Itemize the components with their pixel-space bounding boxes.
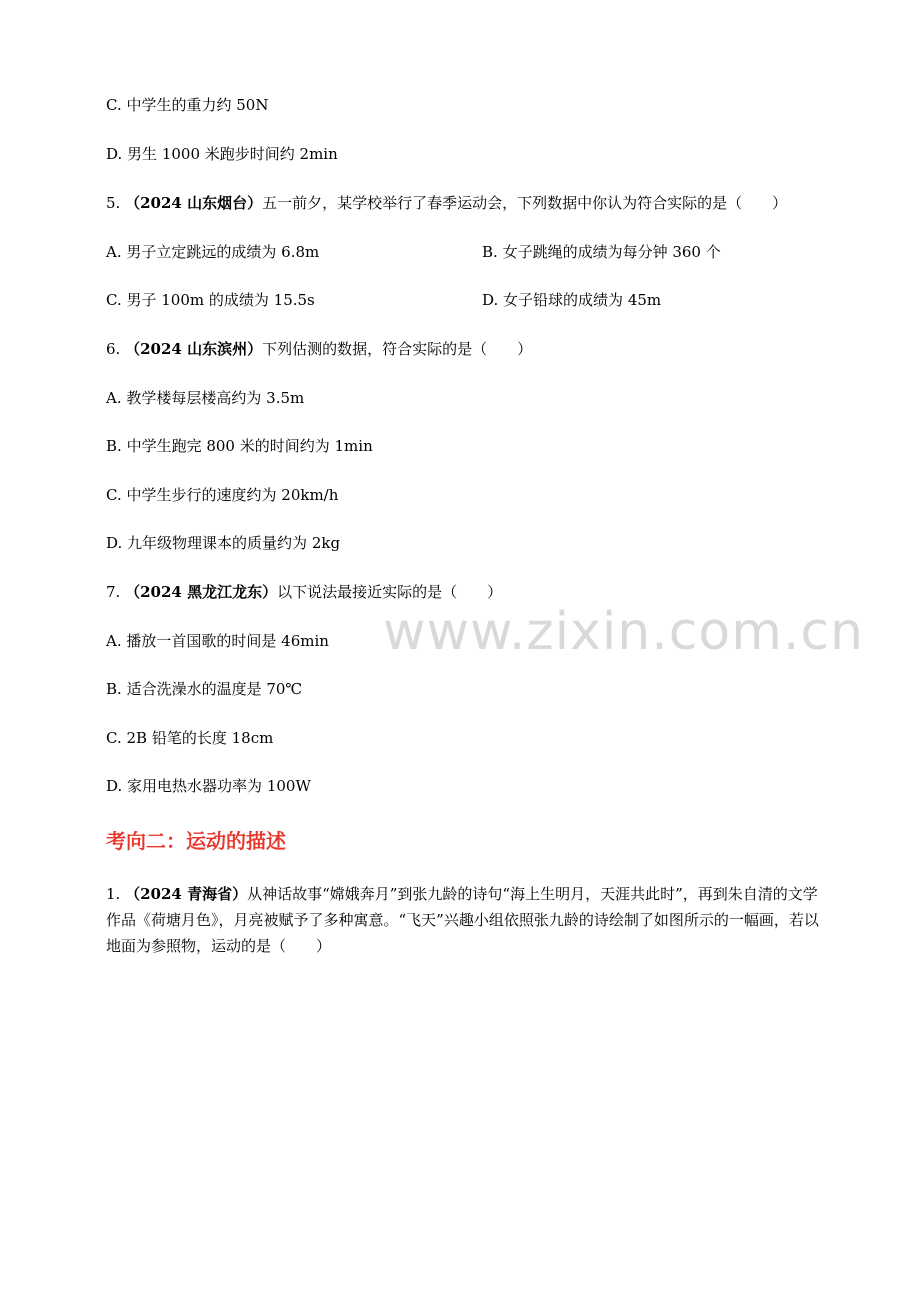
option-letter: A.	[106, 243, 122, 261]
question-number: 6.	[106, 340, 121, 358]
option-text: 男子立定跳远的成绩为 6.8m	[126, 243, 320, 261]
option-text: 教学楼每层楼高约为 3.5m	[126, 389, 305, 407]
option-letter: B.	[482, 243, 498, 261]
question-number: 7.	[106, 583, 121, 601]
question-source: （2024 黑龙江龙东）	[125, 583, 278, 601]
option-text: 适合洗澡水的温度是 70℃	[126, 680, 303, 698]
q7-option-d	[106, 776, 311, 796]
q6-option-c	[106, 485, 338, 505]
q6-option-d	[106, 533, 340, 553]
question-number: 5.	[106, 194, 121, 212]
question-stem: 五一前夕，某学校举行了春季运动会，下列数据中你认为符合实际的是（ ）	[262, 194, 788, 212]
q5-option-c	[106, 290, 315, 310]
option-text: 2B 铅笔的长度 18cm	[126, 729, 274, 747]
question-5	[106, 193, 787, 213]
option-text: 播放一首国歌的时间是 46min	[126, 632, 329, 650]
question-stem: 以下说法最接近实际的是（ ）	[277, 583, 503, 601]
option-letter: B.	[106, 437, 122, 455]
section-title: 考向二：运动的描述	[106, 829, 286, 853]
option-text: 中学生步行的速度约为 20km/h	[126, 486, 339, 504]
question-7	[106, 582, 502, 602]
option-letter: D.	[106, 777, 123, 795]
q6-option-a	[106, 388, 304, 408]
option-text: 家用电热水器功率为 100W	[127, 777, 311, 795]
option-letter: A.	[106, 632, 122, 650]
question-number: 1.	[106, 885, 121, 903]
option-letter: A.	[106, 389, 122, 407]
q7-option-c	[106, 728, 273, 748]
option-letter: C.	[106, 96, 122, 114]
section2-question-1	[106, 881, 822, 959]
option-letter: C.	[106, 486, 122, 504]
q5-option-a	[106, 242, 319, 262]
option-text: 中学生的重力约 50N	[126, 96, 269, 114]
question-source: （2024 青海省）	[125, 885, 248, 903]
q7-option-a	[106, 631, 329, 651]
question-source: （2024 山东烟台）	[125, 194, 263, 212]
option-text: 女子跳绳的成绩为每分钟 360 个	[502, 243, 721, 261]
option-letter: D.	[106, 145, 123, 163]
option-letter: C.	[106, 291, 122, 309]
option-text: 中学生跑完 800 米的时间约为 1min	[126, 437, 373, 455]
q4-option-d	[106, 144, 338, 164]
option-letter: D.	[106, 534, 123, 552]
question-stem: 从神话故事“嫦娥奔月”到张九龄的诗句“海上生明月，天涯共此时”，再到朱自清的文学作品《荷塘月色》，月亮被赋予了多种寓意。“飞天”兴趣小组依照张九龄的诗绘制了如图所示的一幅画，若以地面为参照物，运动的是（ ）	[106, 885, 819, 955]
q5-option-d	[482, 290, 661, 310]
q7-option-b	[106, 679, 302, 699]
option-letter: B.	[106, 680, 122, 698]
option-text: 女子铅球的成绩为 45m	[503, 291, 662, 309]
q6-option-b	[106, 436, 373, 456]
option-letter: C.	[106, 729, 122, 747]
question-stem: 下列估测的数据，符合实际的是（ ）	[262, 340, 533, 358]
option-text: 男子 100m 的成绩为 15.5s	[126, 291, 315, 309]
question-6	[106, 339, 532, 359]
option-text: 男生 1000 米跑步时间约 2min	[127, 145, 338, 163]
watermark: www.zixin.com.cn	[383, 602, 864, 662]
question-source: （2024 山东滨州）	[125, 340, 263, 358]
q4-option-c	[106, 95, 268, 115]
option-letter: D.	[482, 291, 499, 309]
option-text: 九年级物理课本的质量约为 2kg	[127, 534, 341, 552]
q5-option-b	[482, 242, 721, 262]
